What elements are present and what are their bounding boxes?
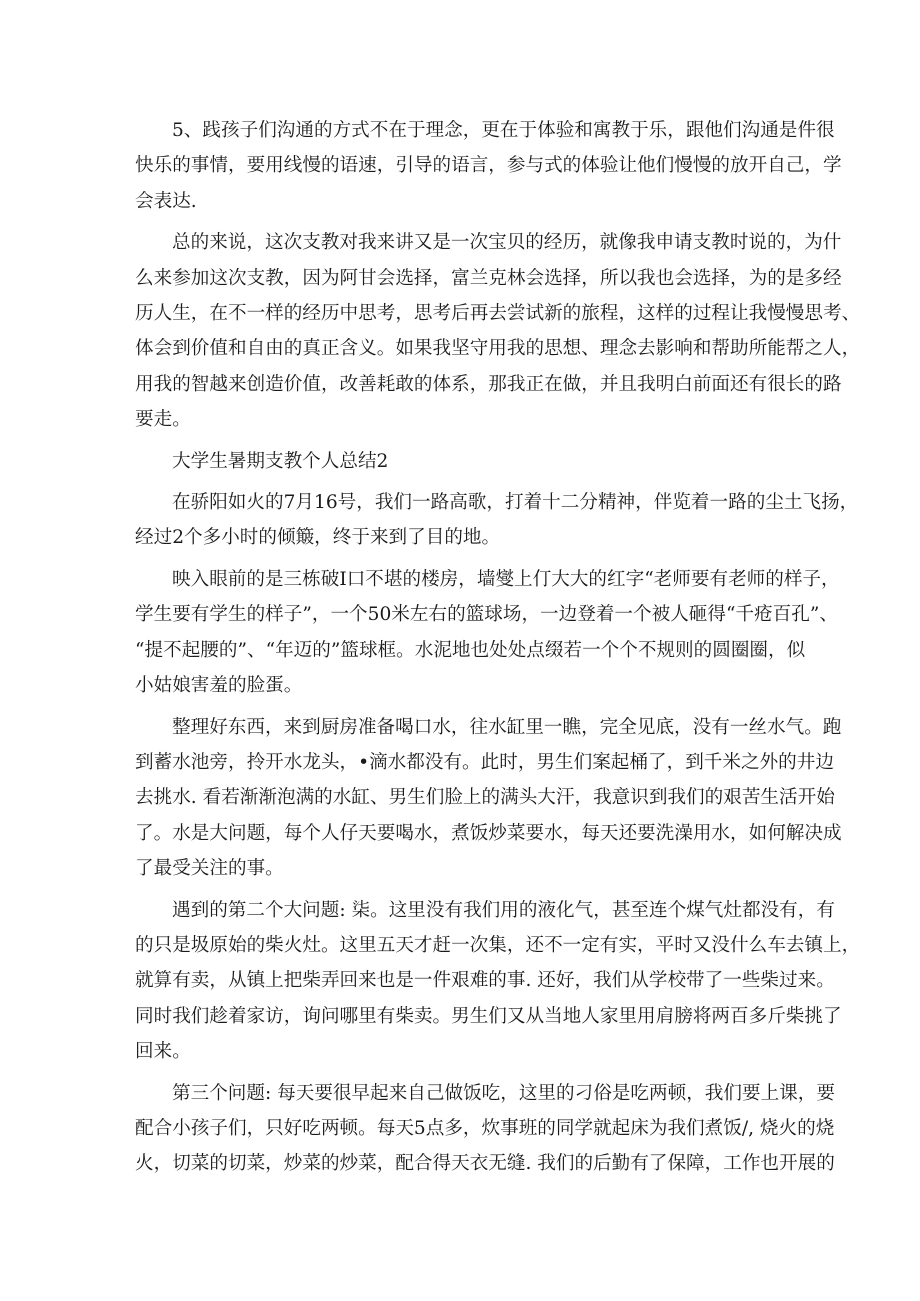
text-line: 就算有卖，从镇上把柴弄回来也是一件艰难的事. 还好，我们从学校带了一些柴过来。 <box>135 970 835 992</box>
text-line: 总的来说，这次支教对我来讲又是一次宝贝的经历，就像我申请支教时说的，为什 <box>172 232 842 254</box>
text-line: 快乐的事情，要用线慢的语速，引导的语言，参与式的体验让他们慢慢的放开自己，学 <box>135 155 842 177</box>
text-line: 遇到的第二个大问题: 柒。这里没有我们用的液化气，甚至连个煤气灶都没有，有 <box>172 899 835 921</box>
text-line: 学生要有学生的样子”，一个50米左右的篮球场，一边登着一个被人砸得“千疮百孔”、 <box>135 604 838 626</box>
text-line: 回来。 <box>135 1041 191 1063</box>
text-line: 的只是圾原始的柴火灶。这里五天才赶一次集，还不一定有实，平时又没什么车去镇上， <box>135 934 861 956</box>
paragraph-5 <box>135 710 842 887</box>
paragraph-3 <box>135 485 859 556</box>
text-line: 整理好东西，来到厨房准备喝口水，往水缸里一瞧，完全见底，没有一丝水气。跑 <box>172 716 842 738</box>
text-line: 体会到价值和自由的真正含义。如果我坚守用我的思想、理念去影响和帮助所能帮之人， <box>135 338 861 360</box>
text-line: 了。水是大问题，每个人仔天要喝水，煮饭炒菜要水，每天还要洗澡用水，如何解决成 <box>135 822 842 844</box>
text-line: 会表达. <box>135 190 197 212</box>
text-line: 5、践孩子们沟通的方式不在于理念，更在于体验和寓教于乐，跟他们沟通是件很 <box>172 120 835 141</box>
text-line: 么来参加这次支教，因为阿甘会选择，富兰克林会选择，所以我也会选择，为的是多经 <box>135 267 842 289</box>
text-line: 配合小孩子们，只好吃两顿。每天5点多，炊事班的同学就起床为我们煮饭/, 烧火的烧 <box>135 1117 835 1139</box>
text-line: 经过2个多小时的倾簸，终于来到了目的地。 <box>135 527 501 549</box>
paragraph-1 <box>135 113 842 219</box>
text-line: “提不起腰的”、“年迈的”篮球框。水泥地也处处点缀若一个个不规则的圆圈圈，似 <box>135 639 806 661</box>
paragraph-6 <box>135 893 861 1070</box>
document-page <box>135 113 861 1188</box>
text-line: 了最受关注的事。 <box>135 858 284 880</box>
text-line: 同时我们趁着家访，询问哪里有柴卖。男生们又从当地人家里用肩膀将两百多斤柴挑了 <box>135 1005 842 1027</box>
text-line: 去挑水. 看若渐渐泡满的水缸、男生们脸上的满头大汗，我意识到我们的艰苦生活开始 <box>135 787 835 809</box>
text-line: 火，切菜的切菜，炒菜的炒菜，配合得天衣无缝. 我们的后勤有了保障，工作也开展的 <box>135 1153 835 1175</box>
text-line: 第三个问题: 每天要很早起来自己做饭吃，这里的刁俗是吃两顿，我们要上课，要 <box>172 1082 835 1104</box>
text-line: 到蓄水池旁，拎开水龙头，•滴水都没有。此时，男生们案起桶了，到千米之外的井边 <box>135 751 834 773</box>
text-line: 映入眼前的是三栋破I口不堪的楼房，墙燮上仃大大的红字“老师要有老师的样子， <box>172 568 840 590</box>
text-line: 要走。 <box>135 409 191 431</box>
text-line: 在骄阳如火的7月16号，我们一路高歌，打着十二分精神，伴览着一路的尘土飞扬， <box>172 492 859 514</box>
paragraph-7 <box>135 1076 835 1182</box>
text-line: 小姑娘害羞的脸蛋。 <box>135 675 303 697</box>
section-heading: 大学生暑期支教个人总结2 <box>172 450 389 472</box>
text-line: 历人生，在不一样的经历中思考，思考后再去尝试新的旅程，这样的过程让我慢慢思考、 <box>135 303 861 325</box>
paragraph-2 <box>135 225 861 437</box>
text-line: 用我的智越来创造价值，改善耗敢的体系，那我正在做，并且我明白前面还有很长的路 <box>135 373 842 395</box>
paragraph-4 <box>135 562 840 704</box>
